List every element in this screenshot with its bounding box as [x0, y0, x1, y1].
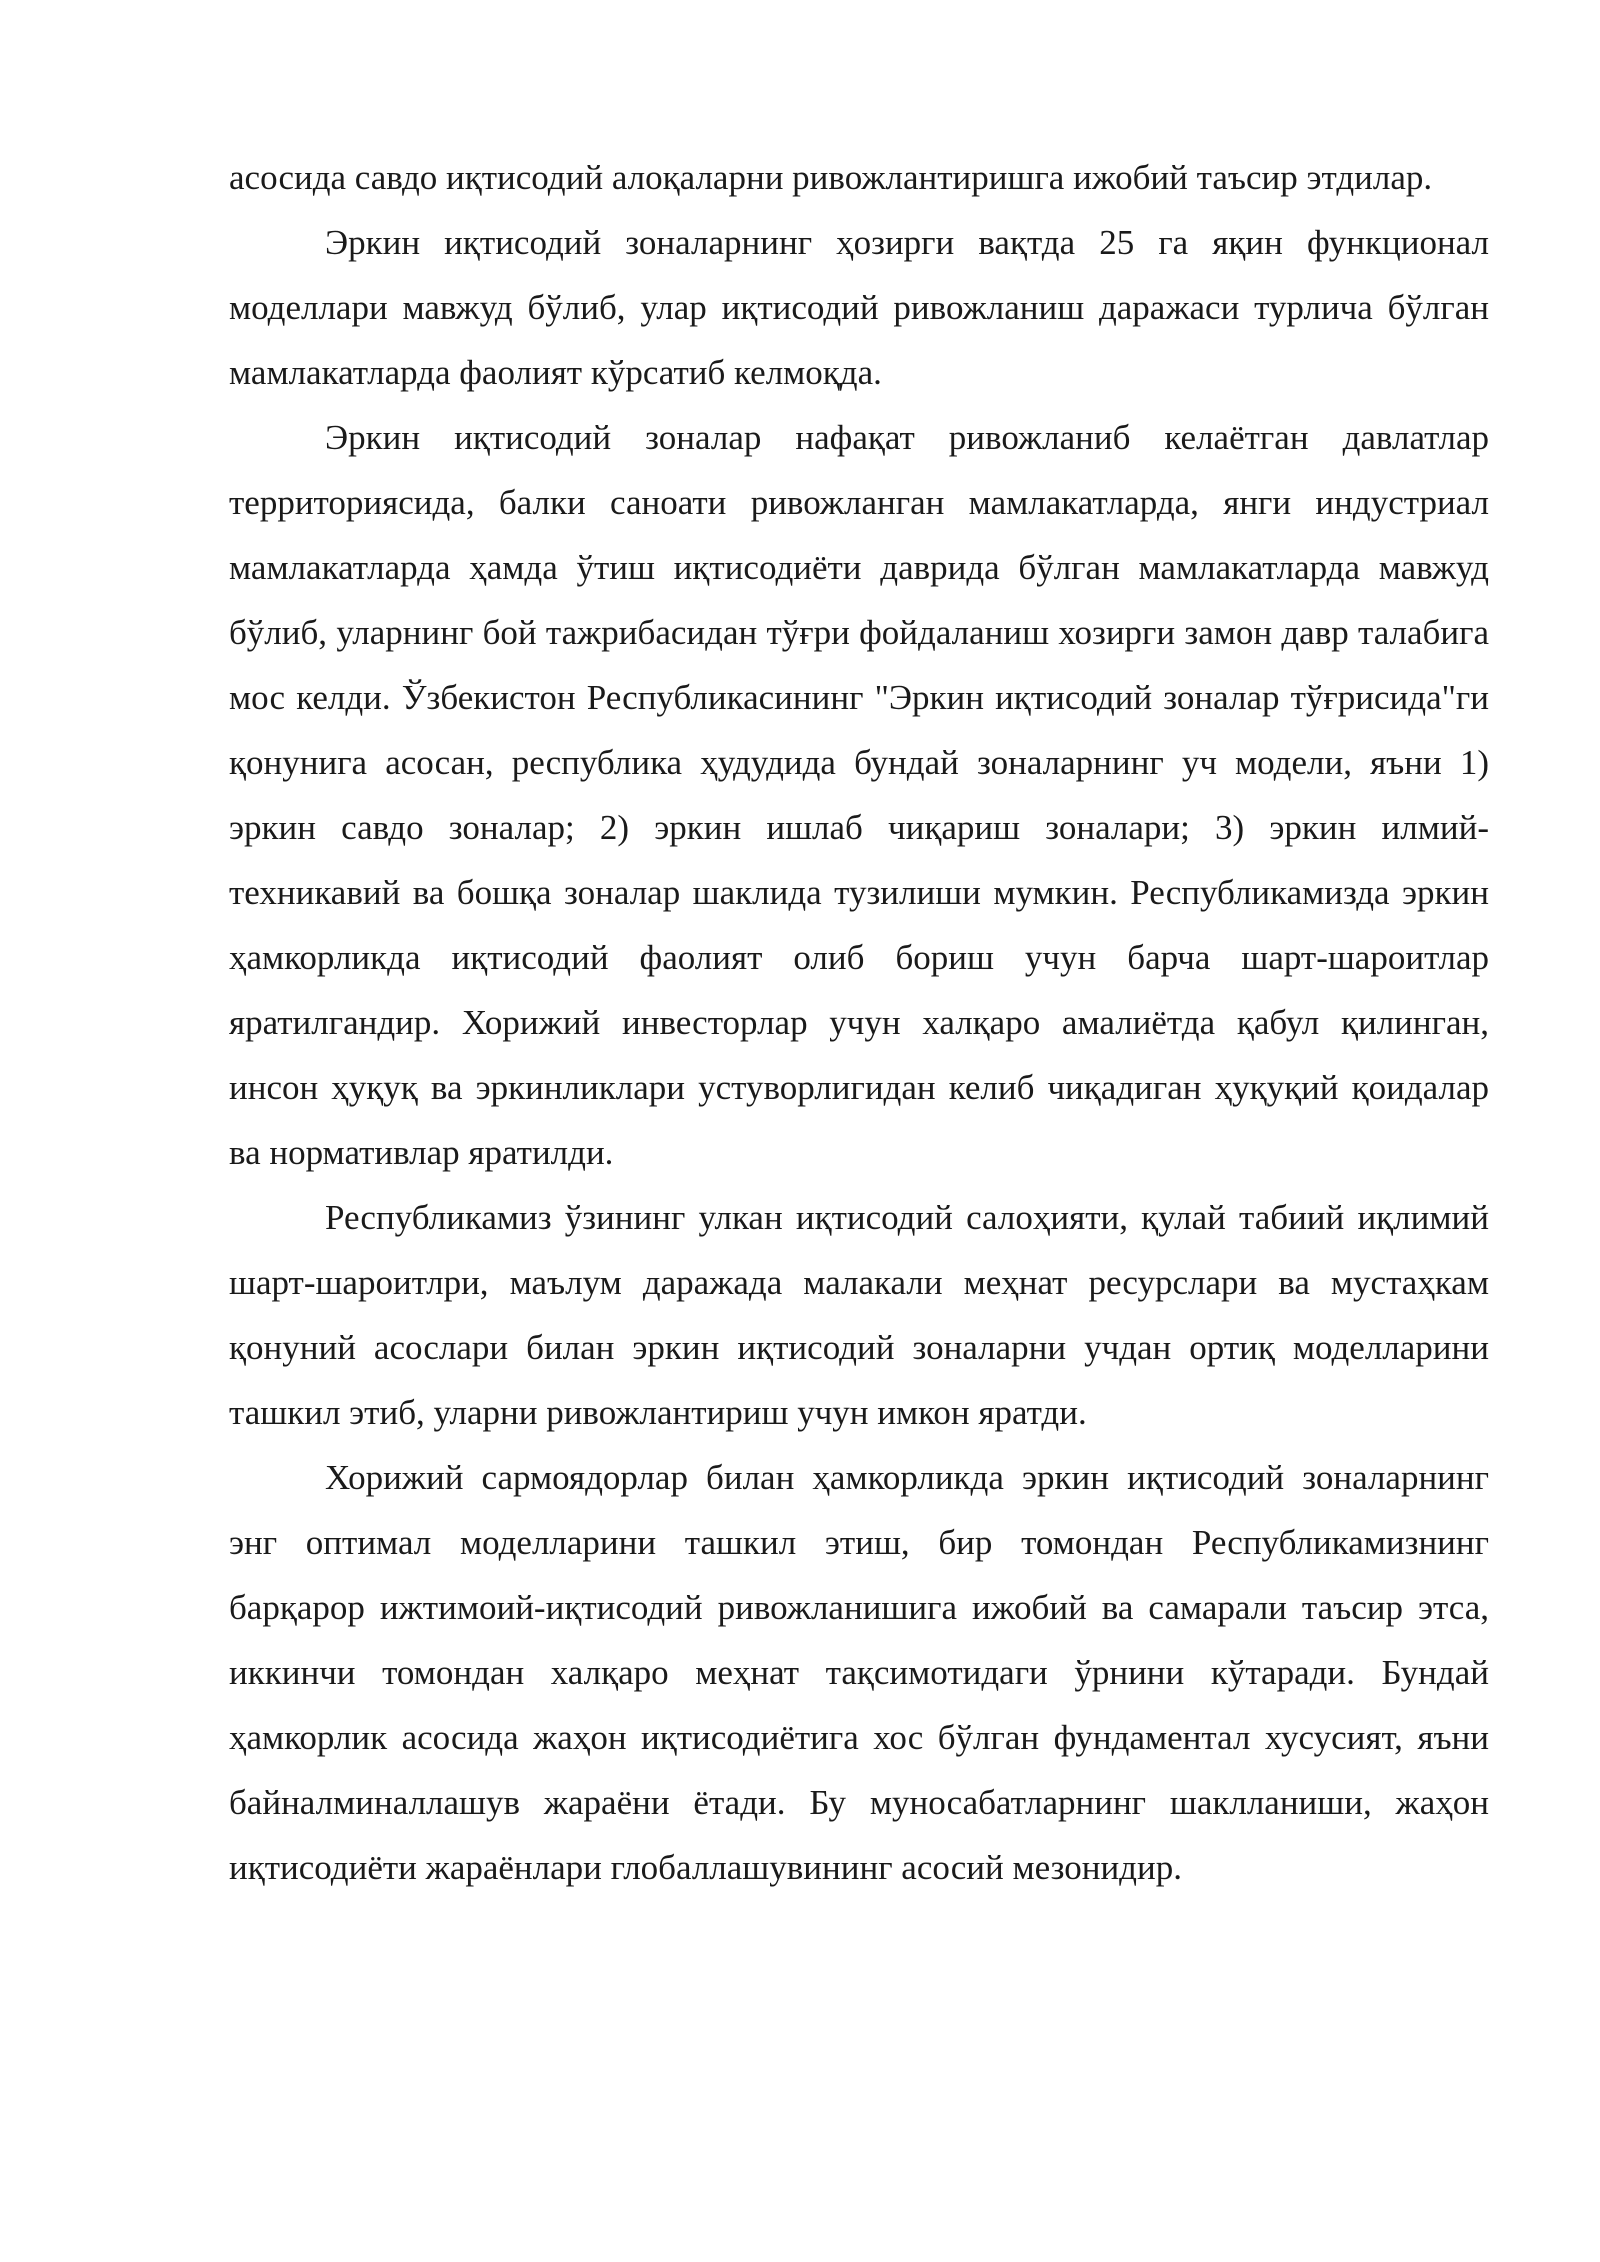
- paragraph-zone-types: Эркин иқтисодий зоналар нафақат ривожланиб келаётган давлатлар территориясида, балки саноати ривожланган мамлакатларда, янги индустриал мамлакатларда ҳамда ўтиш иқтисодиёти даврида бўлган мамлакатларда мавжуд бўлиб, уларнинг бой тажрибасидан тўғри фойдаланиш хозирги замон давр талабига мос келди. Ўзбекистон Республикасининг "Эркин иқтисодий зоналар тўғрисида"ги қонунига асосан, республика ҳудудида бундай зоналарнинг уч модели, яъни 1) эркин савдо зоналар; 2) эркин ишлаб чиқариш зоналари; 3) эркин илмий-техникавий ва бошқа зоналар шаклида тузилиши мумкин. Республикамизда эркин ҳамкорликда иқтисодий фаолият олиб бориш учун барча шарт-шароитлар яратилгандир. Хорижий инвесторлар учун халқаро амалиётда қабул қилинган, инсон ҳуқуқ ва эркинликлари устуворлигидан келиб чиқадиган ҳуқуқий қоидалар ва нормативлар яратилди.: [229, 418, 1489, 1172]
- document-page: [229, 145, 1489, 1900]
- paragraph-republic-potential: Республикамиз ўзининг улкан иқтисодий салоҳияти, қулай табиий иқлимий шарт-шароитлри, маълум даражада малакали меҳнат ресурслари ва мустаҳкам қонуний асослари билан эркин иқтисодий зоналарни учдан ортиқ моделларини ташкил этиб, уларни ривожлантириш учун имкон яратди.: [229, 1198, 1489, 1432]
- paragraph-foreign-cooperation: Хорижий сармоядорлар билан ҳамкорликда эркин иқтисодий зоналарнинг энг оптимал моделларини ташкил этиш, бир томондан Республикамизнинг барқарор ижтимоий-иқтисодий ривожланишига ижобий ва самарали таъсир этса, иккинчи томондан халқаро меҳнат тақсимотидаги ўрнини кўтаради. Бундай ҳамкорлик асосида жаҳон иқтисодиётига хос бўлган фундаментал хусусият, яъни байналминаллашув жараёни ётади. Бу муносабатларнинг шаклланиши, жаҳон иқтисодиёти жараёнлари глобаллашувининг асосий мезонидир.: [229, 1458, 1489, 1887]
- paragraph-functional-models: Эркин иқтисодий зоналарнинг ҳозирги вақтда 25 га яқин функционал моделлари мавжуд бўлиб, улар иқтисодий ривожланиш даражаси турлича бўлган мамлакатларда фаолият кўрсатиб келмоқда.: [229, 223, 1489, 392]
- paragraph-continuation: асосида савдо иқтисодий алоқаларни ривожлантиришга ижобий таъсир этдилар.: [229, 158, 1433, 197]
